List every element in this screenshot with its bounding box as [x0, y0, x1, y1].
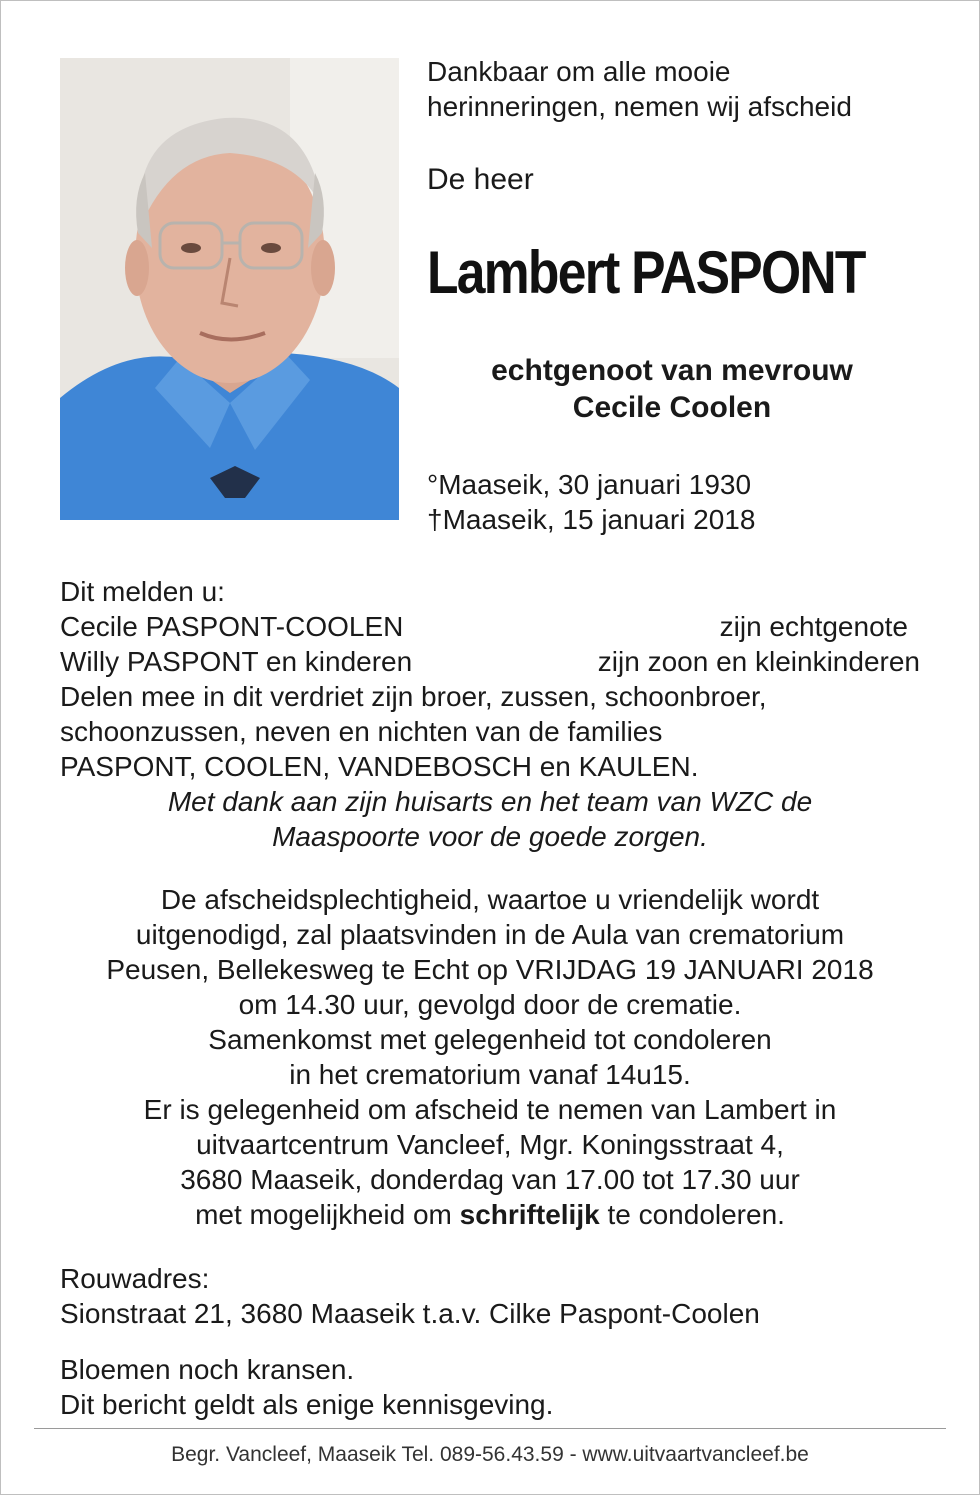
- address-value: Sionstraat 21, 3680 Maaseik t.a.v. Cilke Paspont-Coolen: [60, 1298, 760, 1329]
- spouse-info: [427, 352, 917, 426]
- ceremony-last-before: met mogelijkheid om: [195, 1199, 460, 1230]
- closing-line-1: Bloemen noch kransen.: [60, 1354, 355, 1385]
- ceremony-last-line: [60, 1197, 920, 1232]
- birth-date: °Maaseik, 30 januari 1930: [427, 469, 752, 500]
- thanks-line: Met dank aan zijn huisarts en het team van WZC de: [167, 786, 813, 817]
- ceremony-line: Samenkomst met gelegenheid tot condoleren: [208, 1024, 772, 1055]
- announcer-row: [60, 609, 920, 644]
- announcers-block: [60, 574, 920, 854]
- spouse-line-1: echtgenoot van mevrouw: [491, 354, 853, 387]
- closing-line-2: Dit bericht geldt als enige kennisgeving.: [60, 1389, 554, 1420]
- family-line: Delen mee in dit verdriet zijn broer, zussen, schoonbroer,: [60, 681, 767, 712]
- announcer-name: Cecile PASPONT-COOLEN: [60, 611, 404, 642]
- family-line: schoonzussen, neven en nichten van de families: [60, 716, 663, 747]
- intro-line-1: Dankbaar om alle mooie: [427, 56, 731, 87]
- title-prefix: De heer: [427, 163, 534, 196]
- footer-text: Begr. Vancleef, Maaseik Tel. 089-56.43.59 - www.uitvaartvancleef.be: [171, 1443, 809, 1466]
- ceremony-line: uitvaartcentrum Vancleef, Mgr. Koningsstraat 4,: [196, 1129, 784, 1160]
- thanks-line: Maaspoorte voor de goede zorgen.: [272, 821, 708, 852]
- announcer-relation: zijn echtgenote: [719, 611, 908, 642]
- spouse-line-2: Cecile Coolen: [572, 391, 772, 424]
- intro-text: [427, 54, 852, 124]
- portrait-photo: [60, 58, 399, 520]
- ceremony-line: De afscheidsplechtigheid, waartoe u vriendelijk wordt: [160, 884, 820, 915]
- ceremony-line: om 14.30 uur, gevolgd door de crematie.: [238, 989, 742, 1020]
- footer-divider: [34, 1428, 946, 1429]
- ceremony-line: 3680 Maaseik, donderdag van 17.00 tot 17.30 uur: [180, 1164, 800, 1195]
- ceremony-line: in het crematorium vanaf 14u15.: [289, 1059, 691, 1090]
- address-block: [60, 1261, 920, 1331]
- death-date: †Maaseik, 15 januari 2018: [427, 504, 756, 535]
- closing-block: [60, 1352, 920, 1422]
- family-line: PASPONT, COOLEN, VANDEBOSCH en KAULEN.: [60, 751, 699, 782]
- address-label: Rouwadres:: [60, 1263, 210, 1294]
- announcer-name: Willy PASPONT en kinderen: [60, 646, 413, 677]
- announcers-heading: Dit melden u:: [60, 576, 225, 607]
- ceremony-line: Er is gelegenheid om afscheid te nemen van Lambert in: [143, 1094, 837, 1125]
- ceremony-last-after: te condoleren.: [599, 1199, 785, 1230]
- deceased-name: Lambert PASPONT: [427, 239, 865, 306]
- ceremony-last-bold: schriftelijk: [459, 1199, 600, 1230]
- ceremony-block: [60, 882, 920, 1232]
- intro-line-2: herinneringen, nemen wij afscheid: [427, 91, 852, 122]
- life-dates: [427, 467, 755, 537]
- ceremony-line: Peusen, Bellekesweg te Echt op VRIJDAG 19 JANUARI 2018: [106, 954, 874, 985]
- announcer-relation: zijn zoon en kleinkinderen: [597, 646, 920, 677]
- announcer-row: [60, 644, 920, 679]
- ceremony-line: uitgenodigd, zal plaatsvinden in de Aula van crematorium: [135, 919, 845, 950]
